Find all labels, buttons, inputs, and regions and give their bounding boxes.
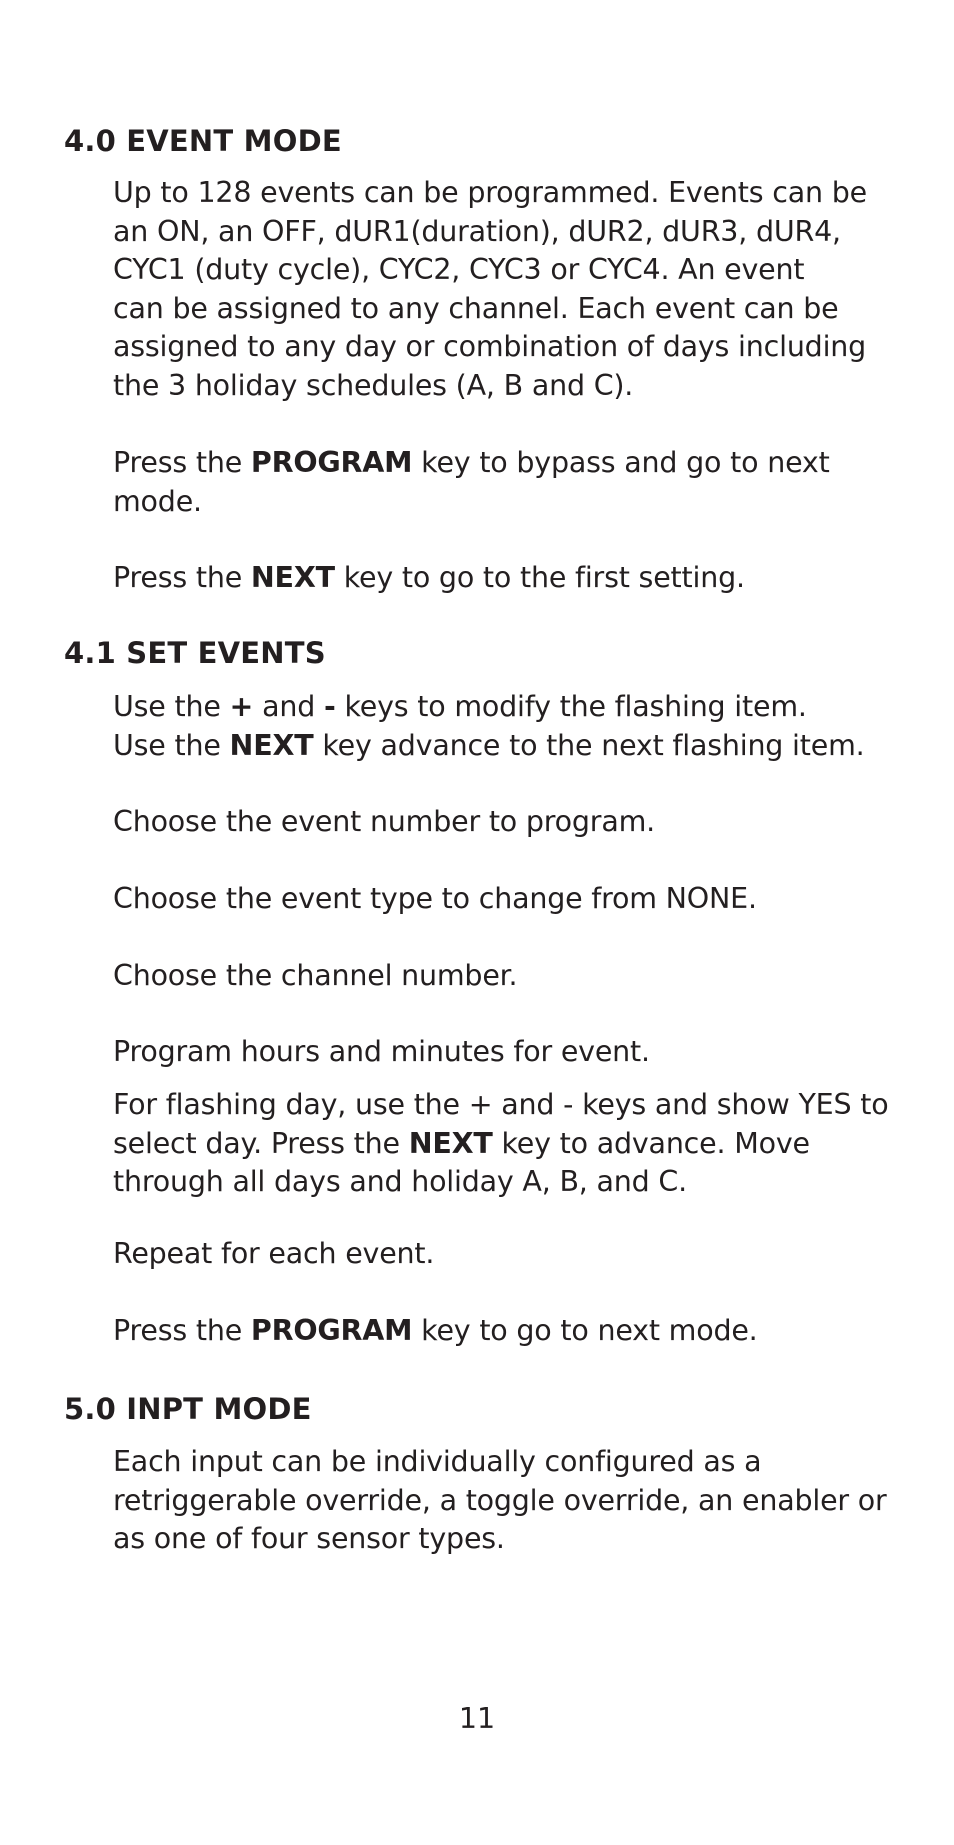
text-line — [113, 688, 913, 727]
text-line: Program hours and minutes for event. — [113, 1035, 650, 1068]
heading-set-events: 4.1 SET EVENTS — [64, 636, 326, 670]
text-line — [113, 559, 913, 598]
text-segment: and — [253, 690, 324, 723]
text-line: assigned to any day or combination of days including — [113, 330, 867, 364]
text-line: Up to 128 events can be programmed. Events can be — [113, 176, 867, 209]
text-line: Choose the channel number. — [113, 959, 518, 992]
text-segment: key to go to next mode. — [412, 1314, 758, 1347]
text-line: an ON, an OFF, dUR1(duration), dUR2, dUR3, dUR4, — [113, 214, 841, 248]
event-mode-intro — [113, 174, 913, 406]
text-line: as one of four sensor types. — [113, 1522, 505, 1556]
inpt-mode-description — [113, 1443, 913, 1559]
heading-event-mode: 4.0 EVENT MODE — [64, 124, 342, 158]
text-line: Each input can be individually configured as a — [113, 1445, 762, 1478]
text-line: CYC1 (duty cycle), CYC2, CYC3 or CYC4. An event — [113, 253, 805, 287]
set-events-program-instruction — [113, 1312, 913, 1351]
text-line: Repeat for each event. — [113, 1237, 435, 1270]
text-segment: Use the — [113, 728, 230, 762]
program-hours — [113, 1033, 913, 1072]
text-segment: key advance to the next flashing item. — [313, 728, 865, 762]
text-line: can be assigned to any channel. Each event can be — [113, 291, 839, 325]
text-segment: key to bypass and go to next — [412, 446, 830, 479]
text-line: Choose the event number to program. — [113, 805, 656, 838]
text-segment: Press the — [113, 1314, 251, 1347]
text-line: retriggerable override, a toggle override, an enabler or — [113, 1483, 887, 1517]
text-line: the 3 holiday schedules (A, B and C). — [113, 368, 634, 402]
next-key-label: NEXT — [229, 728, 314, 762]
text-line: Choose the event type to change from NONE. — [113, 882, 757, 915]
program-key-label: PROGRAM — [250, 1314, 413, 1347]
event-mode-next-instruction — [113, 559, 913, 598]
minus-key-label: - — [323, 690, 336, 723]
plus-key-label: + — [229, 690, 254, 723]
page-number: 11 — [458, 1702, 496, 1735]
text-segment: Use the — [113, 690, 230, 723]
event-mode-program-instruction — [113, 444, 913, 521]
text-line — [113, 1125, 913, 1164]
text-segment: key to go to the first setting. — [334, 561, 745, 594]
text-line: For flashing day, use the + and - keys and show YES to — [113, 1088, 889, 1121]
heading-inpt-mode: 5.0 INPT MODE — [64, 1392, 312, 1426]
text-segment: select day. Press the — [113, 1126, 409, 1160]
choose-event-type — [113, 880, 913, 919]
text-line: through all days and holiday A, B, and C. — [113, 1165, 687, 1199]
next-key-label: NEXT — [250, 561, 335, 594]
text-line — [113, 444, 913, 483]
choose-channel — [113, 957, 913, 996]
repeat-instruction — [113, 1235, 913, 1274]
text-line: mode. — [113, 484, 202, 518]
text-line — [113, 727, 913, 766]
text-segment: keys to modify the flashing item. — [335, 690, 807, 723]
text-segment: Press the — [113, 446, 251, 479]
choose-event-number — [113, 803, 913, 842]
next-key-label: NEXT — [408, 1126, 493, 1160]
set-events-keys-instructions — [113, 688, 913, 765]
text-segment: Press the — [113, 561, 251, 594]
text-segment: key to advance. Move — [492, 1126, 810, 1160]
text-line — [113, 1312, 913, 1351]
flashing-day-instructions — [113, 1086, 913, 1202]
program-key-label: PROGRAM — [250, 446, 413, 479]
